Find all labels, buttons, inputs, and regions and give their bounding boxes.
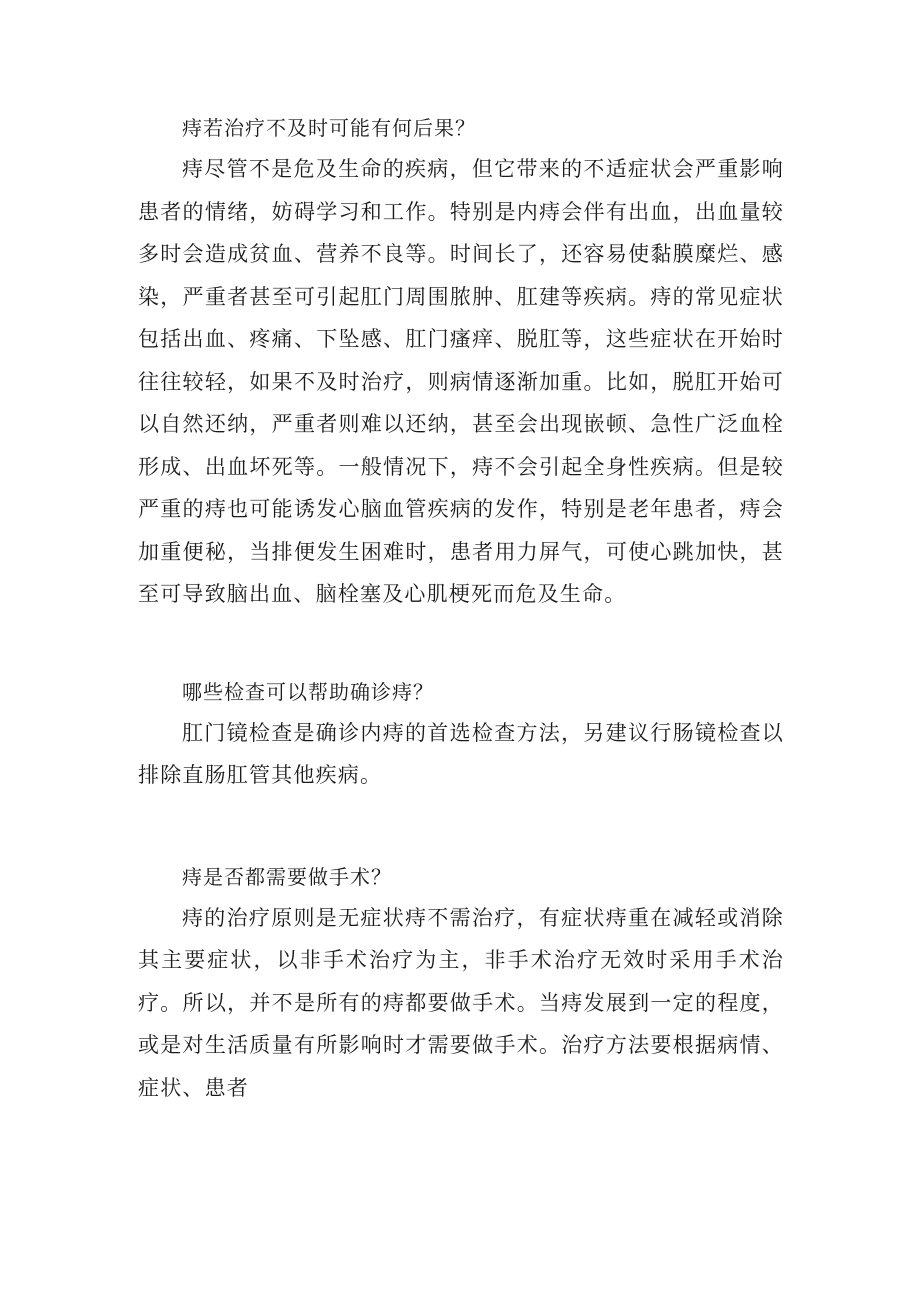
section-title-surgery: 痔是否都需要做手术？ <box>182 864 392 889</box>
section-spacer <box>138 616 784 672</box>
document-page <box>138 108 784 1109</box>
section-title-consequences: 痔若治疗不及时可能有何后果？ <box>182 116 476 140</box>
section-body-consequences: 痔尽管不是危及生命的疾病，但它带来的不适症状会严重影响患者的情绪，妨碍学习和工作。特别是内痔会伴有出血，出血量较多时会造成贫血、营养不良等。时间长了，还容易使黏膜糜烂、感染，严重者甚至可引起肛门周围脓肿、肛建等疾病。痔的常见症状包括出血、疼痛、下坠感、肛门瘙痒、脱肛等，这些症状在开始时往往较轻，如果不及时治疗，则病情逐渐加重。比如，脱肛开始可以自然还纳，严重者则难以还纳，甚至会出现嵌顿、急性广泛血栓形成、出血坏死等。一般情况下，痔不会引起全身性疾病。但是较严重的痔也可能诱发心脑血管疾病的发作，特别是老年患者，痔会加重便秘，当排便发生困难时，患者用力屏气，可使心跳加快，甚至可导致脑出血、脑栓塞及心肌梗死而危及生命。 <box>138 157 784 606</box>
section-title-diagnosis: 哪些检查可以帮助确诊痔？ <box>182 679 434 704</box>
section-spacer <box>138 797 784 857</box>
section-body-surgery: 痔的治疗原则是无症状痔不需治疗，有症状痔重在减轻或消除其主要症状，以非手术治疗为主，非手术治疗无效时采用手术治疗。所以，并不是所有的痔都要做手术。当痔发展到一定的程度，或是对生活质量有所影响时才需要做手术。治疗方法要根据病情、症状、患者 <box>138 905 784 1100</box>
section-body-diagnosis: 肛门镜检查是确诊内痔的首选检查方法，另建议行肠镜检查以排除直肠肛管其他疾病。 <box>138 720 784 787</box>
